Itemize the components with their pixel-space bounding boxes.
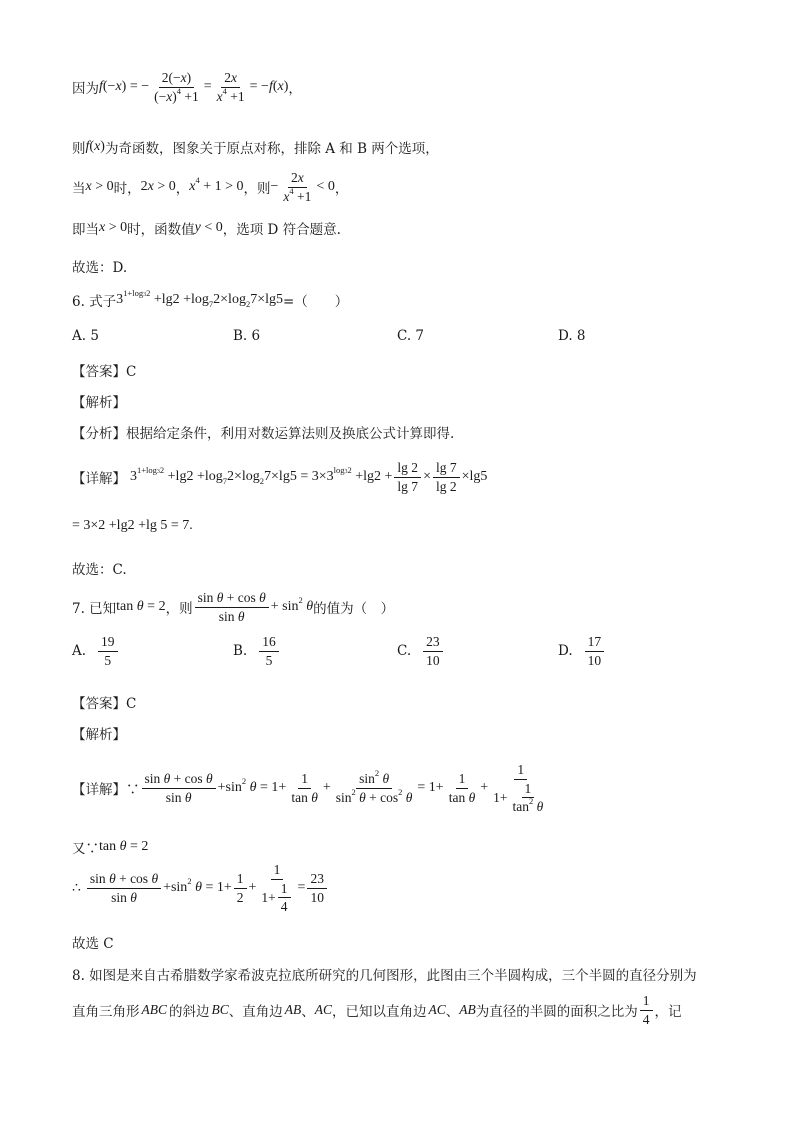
- question-8-line2: 直角三角形 ABC 的斜边 BC 、直角边 AB 、 AC ，已知以直角边 AC 、 AB 为直径的半圆的面积之比为 $\frac{1}{4}$ ，记: [72, 993, 682, 1027]
- question-7: 7. 已知 tan θ = 2 ，则 $\frac{\text{sin θ + cos θ}}{\text{sin θ}}$ + $\sin^2 \theta$ 的值为（ ）: [72, 590, 395, 624]
- detail-7-line2: 又∵ tan θ = 2: [72, 839, 149, 857]
- detail-7-line3: ∴ $\frac{\text{sin θ + cos θ}}{\text{sin θ}}$ $+\sin^2$ θ = 1+ $\frac{1}{2}$ + 1 1+ $\frac{1}{4}$ = $\frac{23}{10}$: [72, 862, 329, 915]
- answer-6: 【答案】C: [72, 364, 137, 380]
- detail-6-line2: = 3×2 +lg2 +lg 5 = 7.: [72, 518, 193, 533]
- fraction-1: $\frac{2(-x)}{(-x)^4 +1}$: [154, 70, 199, 104]
- option-7-c: C. $\frac{23}{10}$: [397, 634, 445, 668]
- option-7-b: B. $\frac{16}{5}$: [233, 634, 281, 668]
- option-7-d: D. $\frac{17}{10}$: [558, 634, 606, 668]
- line-odd-function-conclusion: 则 f(x) 为奇函数，图象关于原点对称，排除 A 和 B 两个选项，: [72, 139, 439, 157]
- fraction-3: $\frac{2x}{x^4 +1}$: [283, 170, 312, 204]
- answer-7: 【答案】C: [72, 696, 137, 712]
- fraction-2: $\frac{2x}{x^4 +1}$: [216, 70, 245, 104]
- line-function-value: 即当 x > 0 时，函数值 y < 0 ，选项 D 符合题意.: [72, 220, 341, 238]
- option-6-a: A. 5: [72, 328, 99, 344]
- line-select-d: 故选：D.: [72, 260, 128, 276]
- option-6-c: C. 7: [397, 328, 425, 344]
- text-because: 因为: [72, 81, 99, 98]
- line-x-positive: 当 x > 0 时， 2x > 0 ， $x^4 + 1 > 0$ ，则 − $\frac{2x}{x^4 +1}$ < 0 ，: [72, 170, 349, 204]
- analysis-7-header: 【解析】: [72, 727, 126, 743]
- select-6: 故选：C.: [72, 562, 127, 578]
- question-6: 6. 式子 $3^{1+log32} +\lg 2 +\log_72\times\log_27\times\lg 5$ =（ ）: [72, 288, 349, 310]
- detail-6-line1: 【详解】 $3^{1+log32} +\lg 2 +\log_72\times\log_27\times\lg 5 = 3\times 3^{log32} +\lg 2$ + $\frac{\lg 2}{\lg 7}$ × $\frac{\lg 7}{\lg 2}$ ×lg5: [72, 460, 488, 494]
- option-6-d: D. 8: [558, 328, 586, 344]
- line-odd-function-proof: 因为 f(−x) = − $\frac{2(-x)}{(-x)^4 +1}$ = $\frac{2x}{x^4 +1}$ = −f(x) ，: [72, 70, 302, 104]
- analysis-6-header: 【解析】: [72, 395, 126, 411]
- option-7-a: A. $\frac{19}{5}$: [72, 634, 120, 668]
- formula-f-minus-x: f(−x) = −: [99, 79, 150, 95]
- option-6-b: B. 6: [233, 328, 261, 344]
- analysis-6-fenxi: 【分析】根据给定条件，利用对数运算法则及换底公式计算即得.: [72, 426, 455, 442]
- formula-q6: $3^{1+log32} +\lg 2 +\log_72\times\log_27\times\lg 5$: [116, 288, 283, 309]
- question-8-line1: 8. 如图是来自古希腊数学家希波克拉底所研究的几何图形，此图由三个半圆构成，三个半圆的直径分别为: [72, 968, 697, 984]
- select-7: 故选 C: [72, 936, 114, 952]
- detail-7-line1: 【详解】∵ $\frac{\text{sin θ + cos θ}}{\text{sin θ}}$ $+\sin^2$ θ = 1+ $\frac{1}{\text{tan θ}}$ + $\frac{\sin^2 \theta}{\sin^2 \theta + \cos^2 \theta}$ = 1+ $\frac{1}{\text{tan θ}}$ + 1 1+ $\frac{1}{\tan^2 \theta}$: [72, 762, 544, 815]
